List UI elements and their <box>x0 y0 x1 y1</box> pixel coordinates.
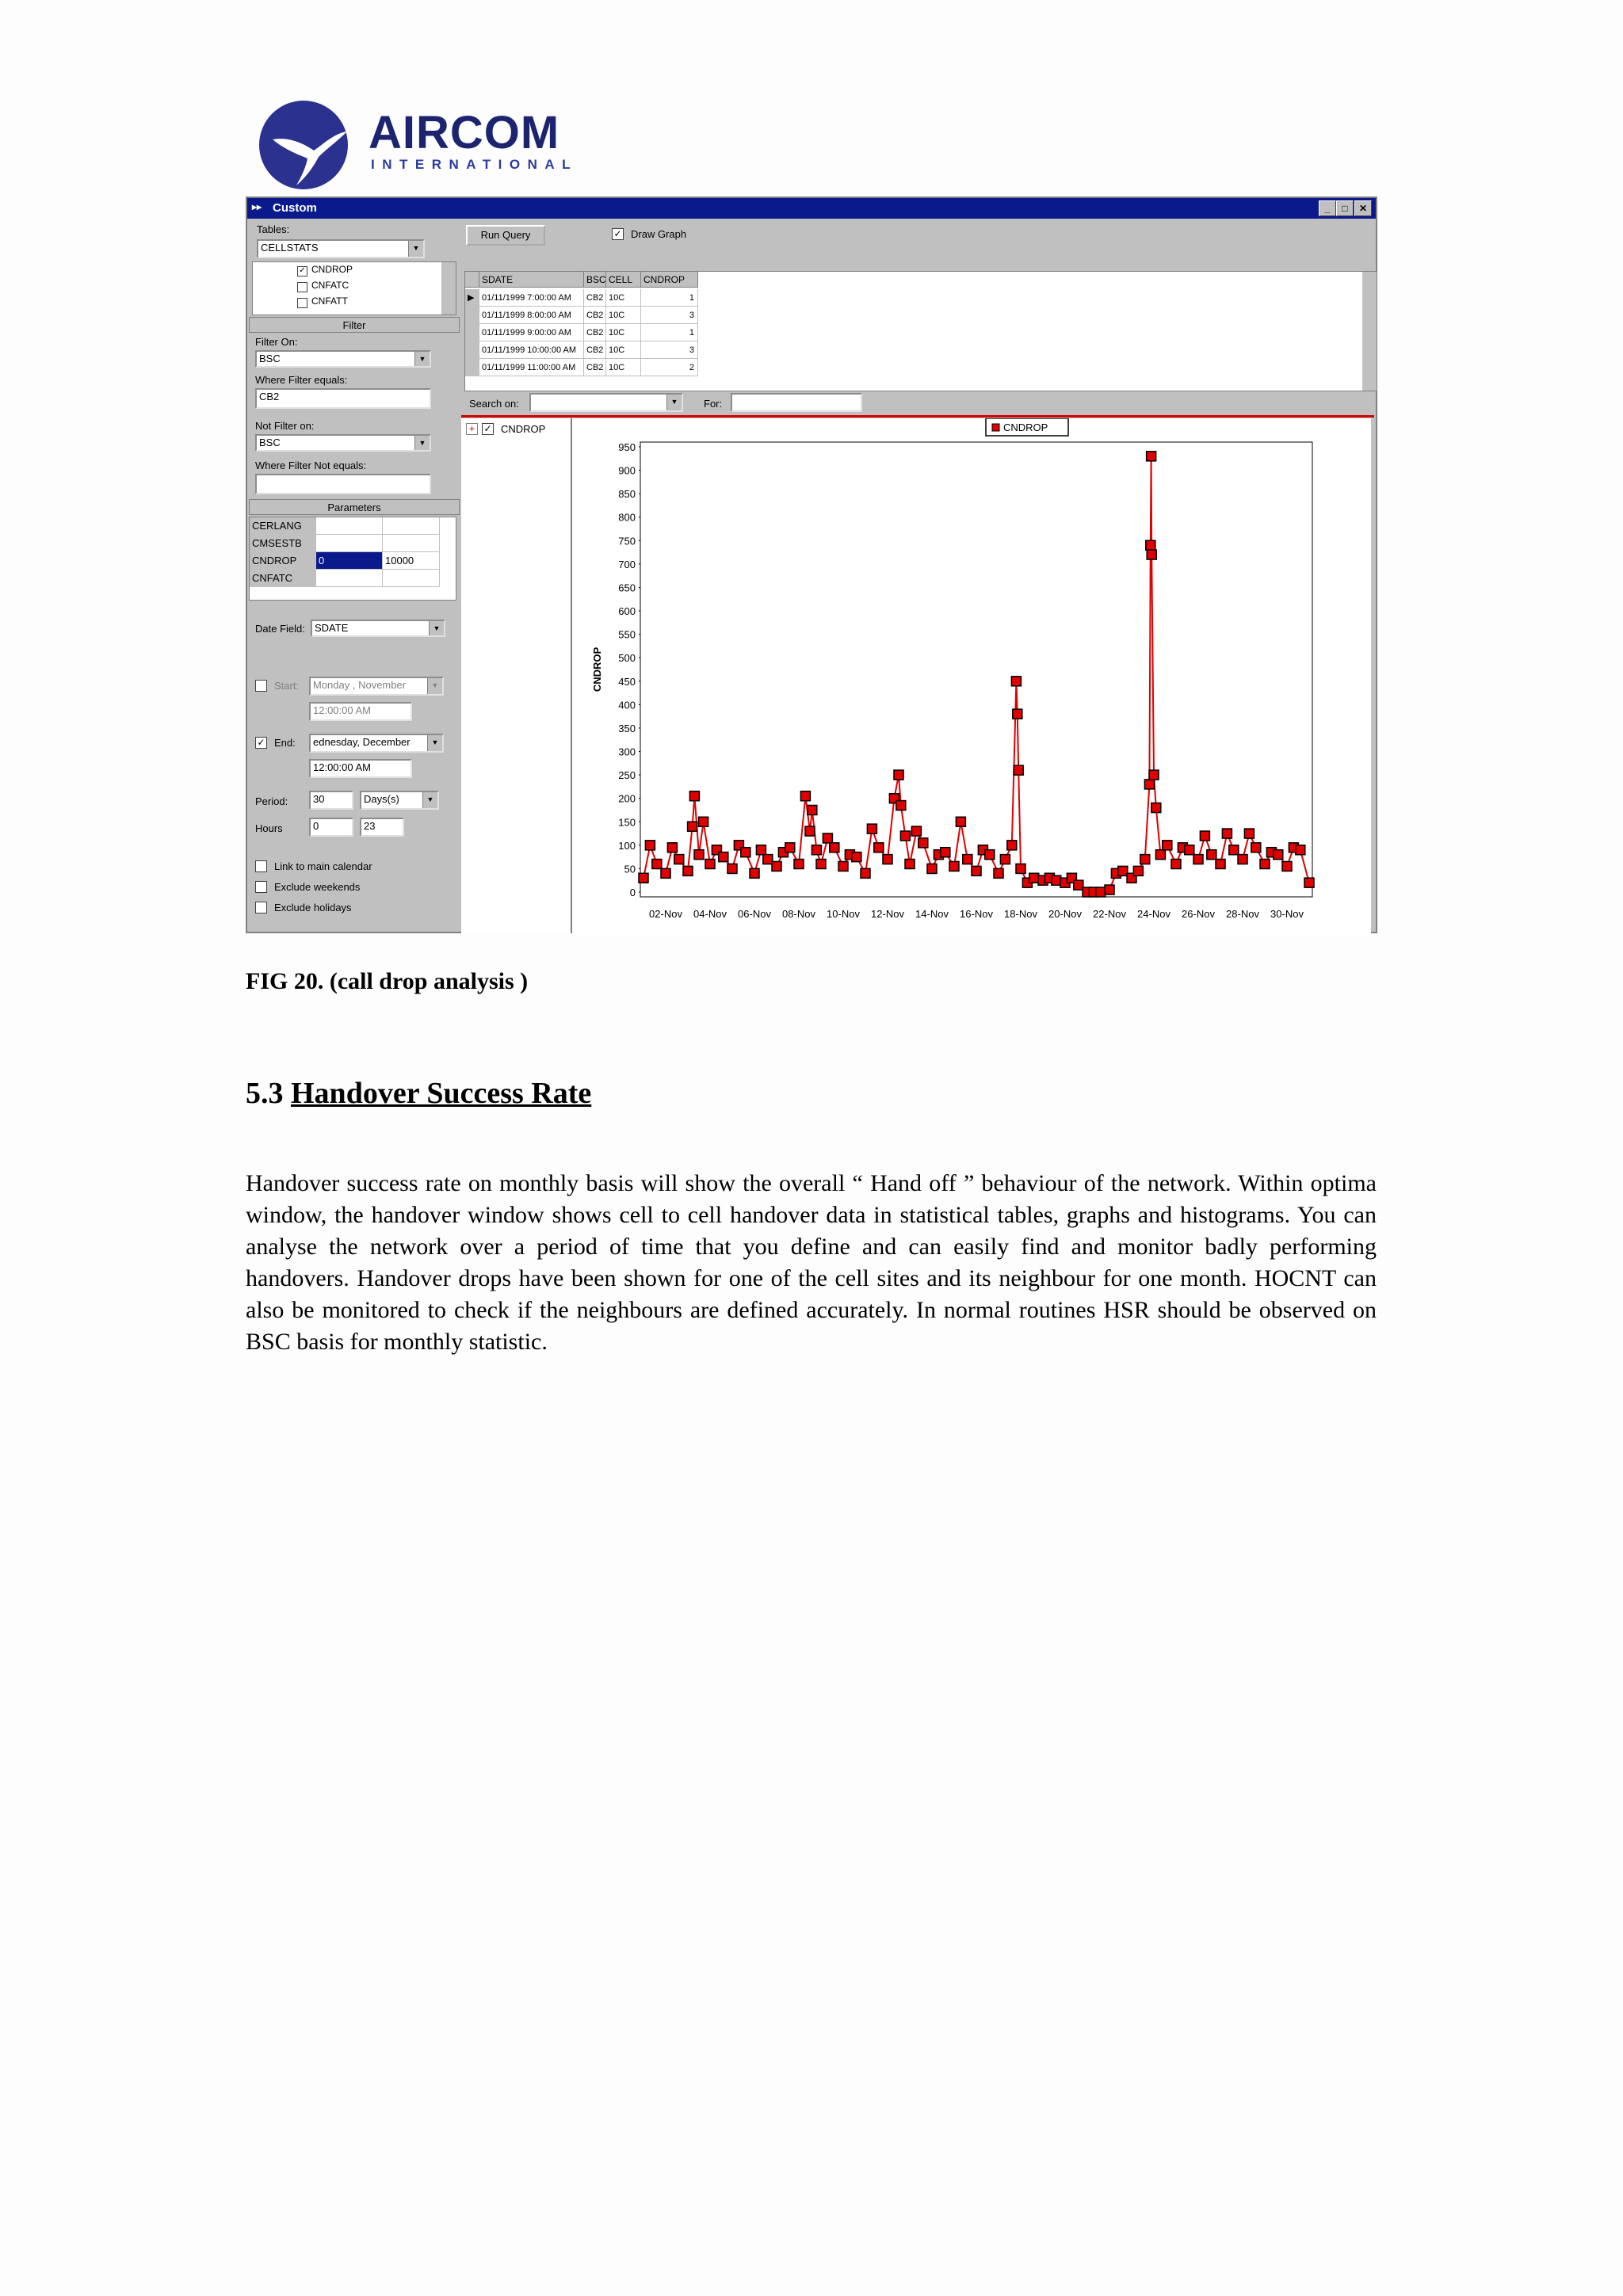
filter-header: Filter <box>249 317 460 333</box>
for-label: For: <box>704 398 723 410</box>
data-point <box>896 801 906 810</box>
data-point <box>1014 765 1023 775</box>
y-tick-label: 450 <box>618 675 636 688</box>
data-point <box>956 817 965 826</box>
tables-select[interactable] <box>257 239 425 258</box>
grid-cell: 01/11/1999 9:00:00 AM <box>479 324 584 341</box>
series-tree <box>461 418 572 933</box>
body-paragraph: Handover success rate on monthly basis will show the overall “ Hand off ” behaviour of the network. Within optima window, the handover window shows cell to cell handover data in statistical tables, graphs and histograms. You can analyse the network over a period of time that you define and can easily find and monitor badly performing handovers. Handover drops have been shown for one of the cell sites and its neighbour for one month. HOCNT can also be monitored to check if the neighbours are defined accurately. In normal routines HSR should be observed on BSC basis for monthly statistic. <box>246 1170 1377 1355</box>
data-point <box>1260 860 1270 869</box>
x-tick-label: 18-Nov <box>1004 908 1037 920</box>
y-tick-label: 900 <box>618 464 636 477</box>
parameters-header: Parameters <box>249 499 460 515</box>
start-time-input[interactable]: 12:00:00 AM <box>309 702 412 721</box>
data-point <box>911 826 921 836</box>
data-point <box>1146 540 1155 550</box>
chevron-down-icon[interactable]: ▼ <box>429 621 444 635</box>
grid-cell: 2 <box>641 359 698 376</box>
logo-subtitle: INTERNATIONAL <box>371 157 579 172</box>
grid-header-cell[interactable]: SDATE <box>479 272 584 288</box>
y-tick-label: 950 <box>618 441 636 453</box>
data-point <box>1171 860 1181 869</box>
end-label: End: <box>274 737 296 749</box>
grid-cell: 1 <box>641 289 698 307</box>
y-tick-label: 800 <box>618 511 636 524</box>
x-tick-label: 12-Nov <box>871 908 904 920</box>
data-point <box>1011 677 1021 686</box>
option-checkbox[interactable] <box>255 902 267 913</box>
grid-cell: 10C <box>606 359 641 376</box>
data-point <box>812 845 821 855</box>
grid-row-selector[interactable] <box>465 359 479 376</box>
data-point <box>1118 866 1128 875</box>
grid-row-selector[interactable]: ▶ <box>465 289 479 307</box>
data-point <box>1304 878 1314 887</box>
y-tick-label: 700 <box>618 558 636 570</box>
grid-cell: 1 <box>641 324 698 341</box>
period-label: Period: <box>255 795 288 807</box>
data-point <box>1163 841 1172 850</box>
data-point <box>794 860 804 869</box>
grid-row-selector[interactable] <box>465 324 479 341</box>
data-point <box>785 843 795 852</box>
search-on-select[interactable] <box>529 393 683 412</box>
data-point <box>994 868 1003 878</box>
data-point <box>689 791 699 801</box>
data-point <box>1274 850 1283 860</box>
grid-cell: 3 <box>641 341 698 359</box>
parameter-max[interactable] <box>383 517 440 535</box>
figure-caption: FIG 20. (call drop analysis ) <box>246 968 529 994</box>
data-point <box>905 860 915 869</box>
date-field-value: SDATE <box>315 622 349 634</box>
x-tick-label: 16-Nov <box>960 908 993 920</box>
data-point <box>852 852 861 862</box>
option-label: Exclude weekends <box>274 881 361 893</box>
end-date-select[interactable] <box>309 734 444 753</box>
x-tick-label: 30-Nov <box>1270 908 1304 920</box>
end-date-value: ednesday, December <box>313 736 411 748</box>
legend-label: CNDROP <box>1003 421 1048 433</box>
parameter-min[interactable] <box>316 570 383 587</box>
grid-cell: 10C <box>606 307 641 324</box>
right-panel <box>461 220 1376 932</box>
table-item-checkbox[interactable] <box>297 282 307 292</box>
minimize-button[interactable]: _ <box>1319 200 1336 216</box>
filter-on-label: Filter On: <box>255 336 298 348</box>
data-point <box>927 864 937 873</box>
date-field-label: Date Field: <box>255 623 305 635</box>
x-tick-label: 08-Nov <box>782 908 815 920</box>
run-query-button[interactable]: Run Query <box>466 225 545 246</box>
grid-row-selector[interactable] <box>465 341 479 359</box>
data-point <box>1251 843 1261 852</box>
tables-value: CELLSTATS <box>261 242 319 254</box>
period-spinner[interactable]: 30 <box>309 791 353 810</box>
y-tick-label: 100 <box>618 839 636 852</box>
y-tick-label: 350 <box>618 722 636 734</box>
section-number: 5.3 <box>246 1077 284 1110</box>
where-filter-input[interactable]: CB2 <box>255 388 431 409</box>
data-point <box>763 855 773 864</box>
data-point <box>1216 860 1225 869</box>
data-point <box>1147 452 1156 461</box>
start-date-value: Monday , November <box>313 679 407 691</box>
data-point <box>727 864 737 873</box>
table-list-scrollbar[interactable] <box>441 262 456 315</box>
start-checkbox[interactable] <box>255 680 267 692</box>
option-label: Exclude holidays <box>274 902 352 913</box>
grid-header-cell[interactable]: BSC <box>584 272 606 288</box>
parameter-name: CNDROP <box>250 552 316 570</box>
y-axis-label: CNDROP <box>591 646 603 692</box>
data-point <box>985 850 995 860</box>
end-time-input[interactable]: 12:00:00 AM <box>309 759 412 778</box>
chevron-down-icon[interactable]: ▼ <box>427 735 442 751</box>
data-point <box>1151 803 1161 813</box>
option-label: Link to main calendar <box>274 860 372 872</box>
where-not-input[interactable] <box>255 474 431 494</box>
data-point <box>1147 550 1156 559</box>
chart-area <box>572 418 1371 935</box>
red-divider <box>461 415 1374 418</box>
y-tick-label: 500 <box>618 652 636 665</box>
y-tick-label: 400 <box>618 699 636 711</box>
data-point <box>830 843 839 852</box>
hours-from-spinner[interactable]: 0 <box>309 818 353 837</box>
close-button[interactable]: ✕ <box>1354 200 1372 216</box>
y-tick-label: 550 <box>618 628 636 641</box>
data-point <box>772 861 781 871</box>
data-point <box>1074 880 1083 890</box>
grid-cell: 10C <box>606 289 641 307</box>
data-point <box>750 868 759 878</box>
grid-cell: 3 <box>641 307 698 324</box>
data-point <box>1238 855 1247 864</box>
grid-cell: 01/11/1999 10:00:00 AM <box>479 341 584 359</box>
start-date-select[interactable] <box>309 677 444 696</box>
data-point <box>1193 855 1203 864</box>
grid-cell: 01/11/1999 11:00:00 AM <box>479 359 584 376</box>
chevron-down-icon[interactable]: ▼ <box>422 792 437 808</box>
data-point <box>741 848 750 857</box>
parameters-grid <box>249 517 456 601</box>
plot-frame <box>640 442 1312 897</box>
data-point <box>1207 850 1216 860</box>
parameter-max[interactable] <box>383 570 440 587</box>
data-point <box>900 831 910 841</box>
y-tick-label: 50 <box>624 863 636 875</box>
data-point <box>1105 885 1114 894</box>
grid-corner <box>465 272 479 288</box>
option-checkbox[interactable] <box>255 881 267 893</box>
grid-cell: CB2 <box>584 359 606 376</box>
y-tick-label: 750 <box>618 535 636 547</box>
data-point <box>756 845 766 855</box>
period-unit-value: Days(s) <box>364 793 399 805</box>
x-tick-label: 02-Nov <box>649 908 682 920</box>
x-tick-label: 28-Nov <box>1226 908 1259 920</box>
series-checkbox[interactable]: ✓ <box>482 423 494 435</box>
data-point <box>699 817 708 826</box>
custom-window <box>246 196 1377 933</box>
filter-on-select[interactable] <box>255 350 431 368</box>
grid-cell: 10C <box>606 341 641 359</box>
x-tick-label: 24-Nov <box>1137 908 1170 920</box>
window-titlebar <box>247 198 1376 219</box>
data-point <box>808 805 817 814</box>
data-point <box>816 860 826 869</box>
data-point <box>1144 780 1154 789</box>
parameter-min[interactable] <box>316 517 383 535</box>
draw-graph-checkbox[interactable]: ✓ <box>612 228 624 240</box>
data-point <box>1185 845 1194 855</box>
parameter-min[interactable] <box>316 535 383 552</box>
data-point <box>800 791 810 801</box>
grid-cell: CB2 <box>584 307 606 324</box>
data-point <box>1013 709 1022 719</box>
parameter-max[interactable]: 10000 <box>383 552 440 570</box>
end-checkbox[interactable]: ✓ <box>255 737 267 749</box>
section-title: Handover Success Rate <box>291 1077 592 1110</box>
data-point <box>661 868 670 878</box>
data-point <box>652 860 662 869</box>
parameter-name: CMSESTB <box>250 535 316 552</box>
data-point <box>963 855 972 864</box>
y-tick-label: 850 <box>618 488 636 501</box>
option-checkbox[interactable] <box>255 860 267 872</box>
start-label: Start: <box>274 680 300 692</box>
y-tick-label: 300 <box>618 746 636 758</box>
data-point <box>1229 845 1239 855</box>
x-tick-label: 10-Nov <box>827 908 860 920</box>
data-point <box>1052 875 1061 885</box>
data-point <box>1016 864 1025 873</box>
data-point <box>674 855 684 864</box>
table-item-label: CNFATT <box>311 296 348 307</box>
filter-on-value: BSC <box>259 353 281 364</box>
window-title: Custom <box>273 201 317 215</box>
grid-cell: 01/11/1999 7:00:00 AM <box>479 289 584 307</box>
data-point <box>1007 841 1017 850</box>
hours-to-spinner[interactable]: 23 <box>360 818 404 837</box>
draw-graph-label: Draw Graph <box>631 228 687 240</box>
tree-item-cndrop: CNDROP <box>501 423 546 435</box>
chevron-down-icon[interactable]: ▼ <box>666 395 682 410</box>
maximize-button[interactable]: □ <box>1336 200 1354 216</box>
data-point <box>838 861 848 871</box>
left-panel <box>249 220 460 930</box>
data-point <box>705 860 715 869</box>
y-tick-label: 0 <box>629 887 636 898</box>
data-point <box>941 848 950 857</box>
results-grid <box>464 271 1377 391</box>
x-tick-label: 06-Nov <box>738 908 771 920</box>
hours-label: Hours <box>255 822 283 834</box>
data-point <box>1282 861 1292 871</box>
data-point <box>1029 873 1039 883</box>
data-point <box>1149 770 1159 780</box>
chart-legend <box>986 418 1068 436</box>
expand-icon[interactable]: + <box>466 423 478 435</box>
grid-cell: 10C <box>606 324 641 341</box>
data-point <box>1200 831 1209 841</box>
data-point <box>972 866 981 875</box>
data-point <box>918 838 928 848</box>
where-not-label: Where Filter Not equals: <box>255 460 367 471</box>
data-point <box>861 868 870 878</box>
data-point <box>867 824 876 833</box>
chevron-down-icon[interactable]: ▼ <box>408 241 423 257</box>
table-item-checkbox[interactable] <box>297 298 307 308</box>
chevron-down-icon[interactable]: ▼ <box>414 352 430 366</box>
data-point <box>883 855 892 864</box>
x-tick-label: 14-Nov <box>915 908 949 920</box>
grid-cell: CB2 <box>584 289 606 307</box>
data-point <box>1222 829 1232 838</box>
data-point <box>688 822 697 831</box>
data-point <box>874 843 884 852</box>
parameter-min[interactable]: 0 <box>316 552 383 570</box>
y-tick-label: 200 <box>618 792 636 805</box>
data-point <box>667 843 677 852</box>
data-point <box>683 866 693 875</box>
grid-cell: CB2 <box>584 324 606 341</box>
logo-wordmark: AIRCOM <box>369 107 560 158</box>
grid-row-selector[interactable] <box>465 307 479 324</box>
data-point <box>1296 845 1305 855</box>
section-heading <box>246 1076 591 1111</box>
data-point <box>1155 850 1165 860</box>
data-point <box>639 873 648 883</box>
x-tick-label: 26-Nov <box>1182 908 1215 920</box>
data-point <box>894 770 903 780</box>
grid-scrollbar[interactable] <box>1362 272 1377 391</box>
data-point <box>1140 855 1150 864</box>
parameter-name: CNFATC <box>250 570 316 587</box>
data-point <box>719 852 728 862</box>
parameter-max[interactable] <box>383 535 440 552</box>
grid-cell: 01/11/1999 8:00:00 AM <box>479 307 584 324</box>
data-point <box>805 826 815 836</box>
data-point <box>1133 866 1143 875</box>
not-filter-label: Not Filter on: <box>255 420 315 432</box>
not-filter-select[interactable] <box>255 434 431 452</box>
date-field-select[interactable] <box>311 620 445 637</box>
x-tick-label: 04-Nov <box>693 908 727 920</box>
y-tick-label: 650 <box>618 582 636 594</box>
table-list <box>252 261 456 315</box>
table-item-checkbox[interactable]: ✓ <box>297 266 307 277</box>
data-point <box>645 841 655 850</box>
cndrop-chart <box>572 418 1371 935</box>
not-filter-value: BSC <box>259 437 281 448</box>
x-tick-label: 22-Nov <box>1093 908 1126 920</box>
grid-header-cell[interactable]: CNDROP <box>641 272 698 288</box>
data-point <box>1000 855 1010 864</box>
period-unit-select[interactable] <box>360 791 439 810</box>
table-item-label: CNFATC <box>311 280 349 291</box>
data-point <box>949 861 959 871</box>
grid-cell: CB2 <box>584 341 606 359</box>
data-point <box>1244 829 1254 838</box>
y-tick-label: 600 <box>618 605 636 618</box>
table-item-label: CNDROP <box>311 264 353 275</box>
where-filter-label: Where Filter equals: <box>255 374 348 386</box>
search-on-label: Search on: <box>469 398 519 410</box>
tables-label: Tables: <box>257 223 290 235</box>
data-point <box>823 833 832 843</box>
parameter-name: CERLANG <box>250 517 316 535</box>
chevron-down-icon[interactable]: ▼ <box>427 678 442 694</box>
y-tick-label: 250 <box>618 769 636 782</box>
chevron-down-icon[interactable]: ▼ <box>414 436 430 450</box>
window-icon: ▸▸ <box>252 201 262 212</box>
for-input[interactable] <box>731 393 862 412</box>
aircom-logo <box>258 98 353 192</box>
x-tick-label: 20-Nov <box>1048 908 1082 920</box>
grid-header-cell[interactable]: CELL <box>606 272 641 288</box>
data-point <box>694 850 704 860</box>
legend-marker <box>992 424 999 431</box>
data-point <box>1096 887 1106 897</box>
y-tick-label: 150 <box>618 816 636 829</box>
